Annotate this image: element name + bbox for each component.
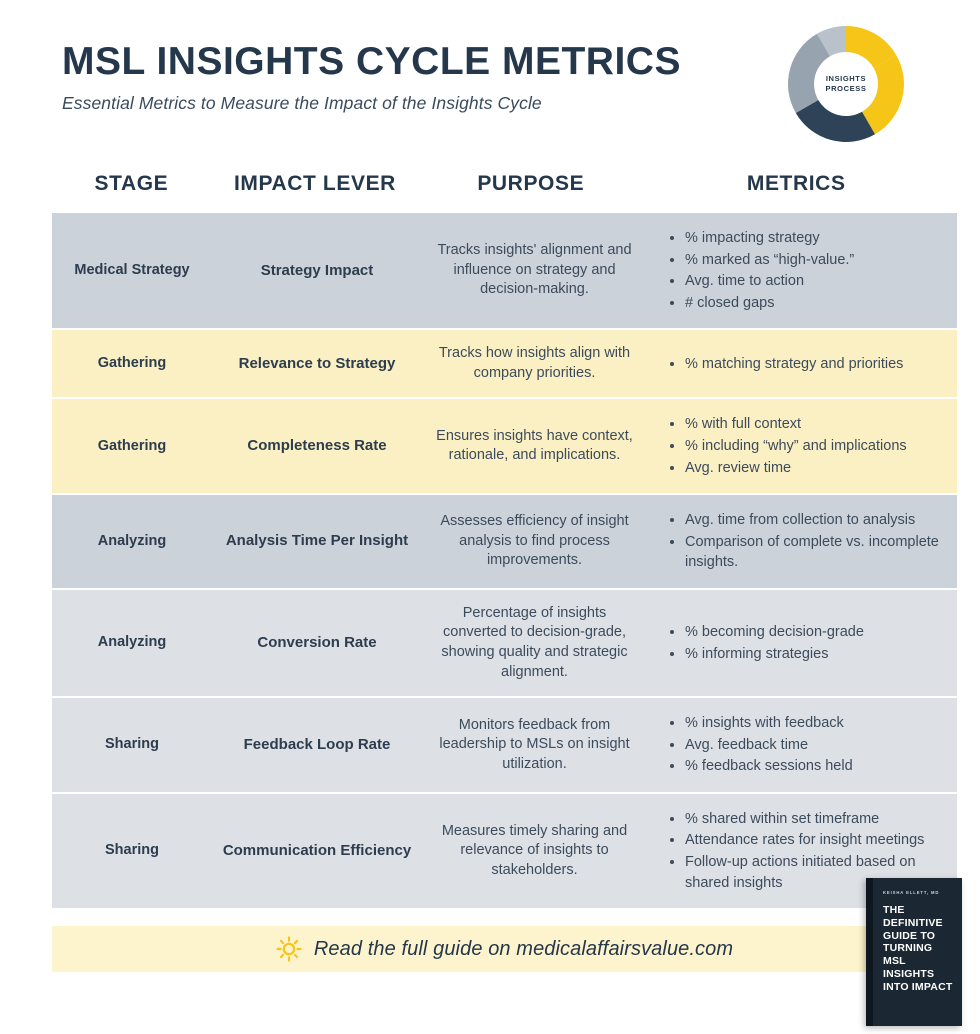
table-row [52,330,957,399]
cell-impact-lever: Feedback Loop Rate [243,735,391,753]
cell-metrics [647,213,957,328]
metrics-list-item: • % including “why” and implications [685,436,907,457]
metrics-table [52,212,957,910]
metrics-list-item: • Avg. time to action [685,271,854,292]
cell-impact-lever: Conversion Rate [257,633,377,651]
metrics-list-item: • % with full context [685,414,907,435]
metrics-list [669,227,854,314]
logo-label-line2: PROCESS [825,84,867,93]
cell-stage: Analyzing [97,634,167,651]
cell-purpose: Measures timely sharing and relevance of insights to stakeholders. [441,822,628,878]
sun-icon [276,936,302,962]
cell-stage: Sharing [105,842,159,859]
metrics-list-item: • % feedback sessions held [685,756,853,777]
cell-purpose: Tracks how insights align with company priorities. [438,345,631,381]
page-subtitle: Essential Metrics to Measure the Impact of the Insights Cycle [62,92,542,113]
column-header-metrics: METRICS [746,172,846,195]
metrics-list [669,621,864,665]
metrics-list-item: • # closed gaps [685,293,854,314]
cell-impact-lever: Strategy Impact [260,261,374,279]
cell-metrics [647,330,957,397]
metrics-list-item: • Attendance rates for insight meetings [685,830,949,851]
cell-purpose: Ensures insights have context, rationale, and implications. [436,427,633,464]
guide-book-cover [866,878,962,1026]
metrics-list-item: • Avg. review time [685,458,907,479]
cell-stage: Sharing [105,736,159,753]
book-author: KEISHA ELLETT, MD [883,890,940,895]
cell-stage: Gathering [97,437,167,454]
metrics-list-item: • % insights with feedback [685,713,853,734]
cell-metrics [647,590,957,696]
page-header [30,0,950,160]
cell-impact-lever: Communication Efficiency [222,841,412,859]
table-row [52,794,957,910]
logo-label [780,74,912,94]
metrics-list [669,413,907,479]
column-header-impact-lever: IMPACT LEVER [233,172,396,195]
cell-purpose: Monitors feedback from leadership to MSLs on insight utilization. [439,716,630,772]
cell-metrics [647,698,957,792]
cell-purpose: Percentage of insights converted to decision-grade, showing quality and strategic alignment. [441,604,628,680]
metrics-list-item: • % informing strategies [685,644,864,665]
cell-impact-lever: Completeness Rate [247,437,387,455]
logo-label-line1: INSIGHTS [825,73,867,83]
insights-process-donut-icon [780,18,912,150]
table-row [52,399,957,495]
metrics-list-item: • % marked as “high-value.” [685,250,854,271]
metrics-list [669,509,949,574]
metrics-list [669,712,853,778]
cell-impact-lever: Analysis Time Per Insight [225,532,409,550]
cell-impact-lever: Relevance to Strategy [238,354,396,372]
metrics-list-item: • % shared within set timeframe [685,809,949,830]
metrics-list-item: • Follow-up actions initiated based on shared insights [685,852,949,893]
table-row [52,698,957,794]
page-title: MSL INSIGHTS CYCLE METRICS [62,40,681,83]
metrics-list-item: • Comparison of complete vs. incomplete insights. [685,532,949,573]
cell-stage: Analyzing [97,532,167,549]
cell-stage: Medical Strategy [74,261,190,278]
metrics-list-item: • % matching strategy and priorities [685,354,903,375]
footer-cta[interactable] [52,926,957,972]
table-row [52,495,957,590]
cell-purpose: Assesses efficiency of insight analysis to find process improvements. [440,513,629,569]
metrics-list [669,353,903,376]
book-title: THE DEFINITIVE GUIDE TO TURNING MSL INSIGHTS INTO IMPACT [883,904,953,993]
metrics-list-item: • % impacting strategy [685,228,854,249]
cell-metrics [647,399,957,493]
table-row [52,590,957,698]
cell-stage: Gathering [97,355,167,372]
metrics-list-item: • Avg. feedback time [685,735,853,756]
table-row [52,213,957,330]
metrics-list-item: • % becoming decision-grade [685,622,864,643]
metrics-list-item: • Avg. time from collection to analysis [685,510,949,531]
cell-purpose: Tracks insights' alignment and influence on strategy and decision-making. [437,242,632,298]
table-column-headers [52,160,950,212]
footer-text: Read the full guide on medicalaffairsvalue.com [313,937,734,960]
column-header-purpose: PURPOSE [477,172,585,195]
column-header-stage: STAGE [94,172,169,195]
cell-metrics [647,495,957,588]
